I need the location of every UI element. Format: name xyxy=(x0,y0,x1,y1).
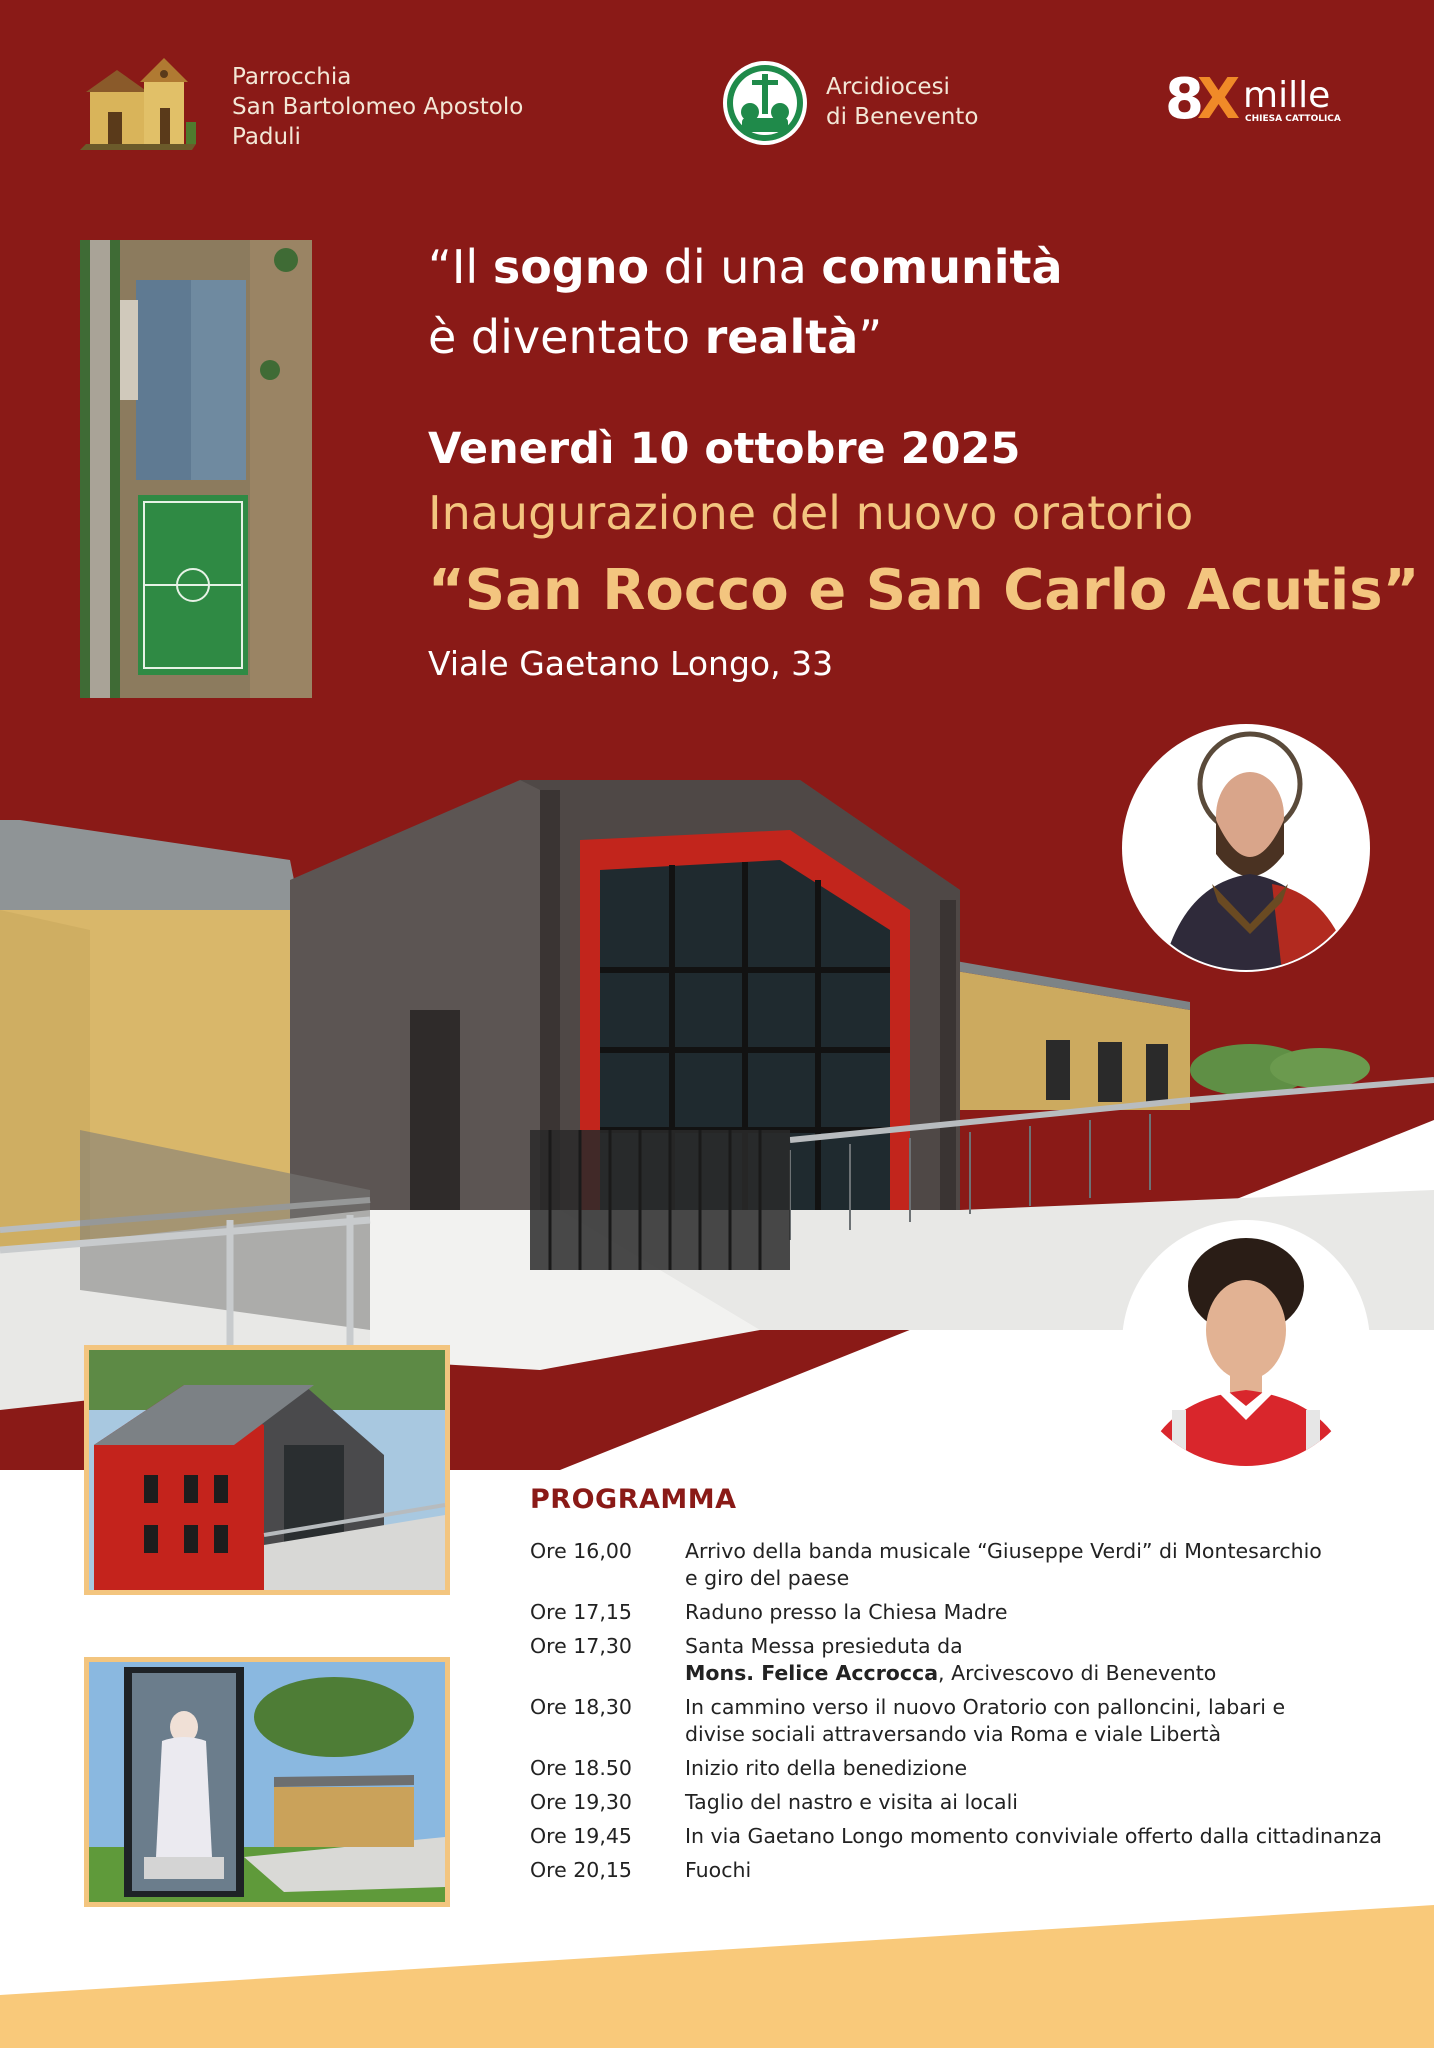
san-rocco-portrait xyxy=(1122,724,1370,972)
carlo-acutis-portrait xyxy=(1122,1220,1370,1468)
program-text: Inizio rito della benedizione xyxy=(685,1756,968,1780)
program-text: In cammino verso il nuovo Oratorio con palloncini, labari e divise sociali attraversando via Roma e viale Libertà xyxy=(685,1695,1286,1746)
program-text: In via Gaetano Longo momento conviviale offerto dalla cittadinanza xyxy=(685,1824,1382,1848)
program-time: Ore 17,30 xyxy=(530,1634,632,1658)
program-item xyxy=(530,1633,1410,1687)
program-item xyxy=(530,1823,1410,1850)
program-item xyxy=(530,1789,1410,1816)
program-text: Taglio del nastro e visita ai locali xyxy=(685,1790,1018,1814)
inauguration-line: Inaugurazione del nuovo oratorio xyxy=(428,486,1194,540)
program-time: Ore 19,45 xyxy=(530,1824,632,1848)
parish-name: Parrocchia San Bartolomeo Apostolo Paduli xyxy=(232,64,524,150)
diocese-name: Arcidiocesi di Benevento xyxy=(826,74,979,130)
program-title: PROGRAMMA xyxy=(530,1484,737,1515)
program-text: Santa Messa presieduta da Mons. Felice Accrocca, Arcivescovo di Benevento xyxy=(685,1634,1217,1685)
program-text: Arrivo della banda musicale “Giuseppe Verdi” di Montesarchio e giro del paese xyxy=(685,1539,1322,1590)
program-item xyxy=(530,1694,1410,1748)
program-time: Ore 17,15 xyxy=(530,1600,632,1624)
program-item xyxy=(530,1755,1410,1782)
program-text: Fuochi xyxy=(685,1858,752,1882)
otto-per-mille-logo: 8 X mille CHIESA CATTOLICA xyxy=(1165,67,1341,132)
program-item xyxy=(530,1857,1410,1884)
event-address: Viale Gaetano Longo, 33 xyxy=(428,644,834,683)
oratory-name: “San Rocco e San Carlo Acutis” xyxy=(428,558,1420,623)
oratory-side-photo xyxy=(84,1345,450,1595)
program-time: Ore 19,30 xyxy=(530,1790,632,1814)
program-time: Ore 18,30 xyxy=(530,1695,632,1719)
event-date: Venerdì 10 ottobre 2025 xyxy=(428,424,1021,474)
program-item xyxy=(530,1538,1410,1592)
diocese-seal-logo xyxy=(722,60,808,146)
headline-quote: “Il sogno di una comunità è diventato realtà” xyxy=(428,240,1063,364)
program-time: Ore 18.50 xyxy=(530,1756,632,1780)
program-time: Ore 20,15 xyxy=(530,1858,632,1882)
program-text: Raduno presso la Chiesa Madre xyxy=(685,1600,1008,1624)
program-list xyxy=(530,1538,1410,1891)
madonna-shrine-photo xyxy=(84,1657,450,1907)
program-time: Ore 16,00 xyxy=(530,1539,632,1563)
aerial-photo-oratory xyxy=(80,240,312,698)
program-item xyxy=(530,1599,1410,1626)
parish-church-logo xyxy=(76,52,202,152)
